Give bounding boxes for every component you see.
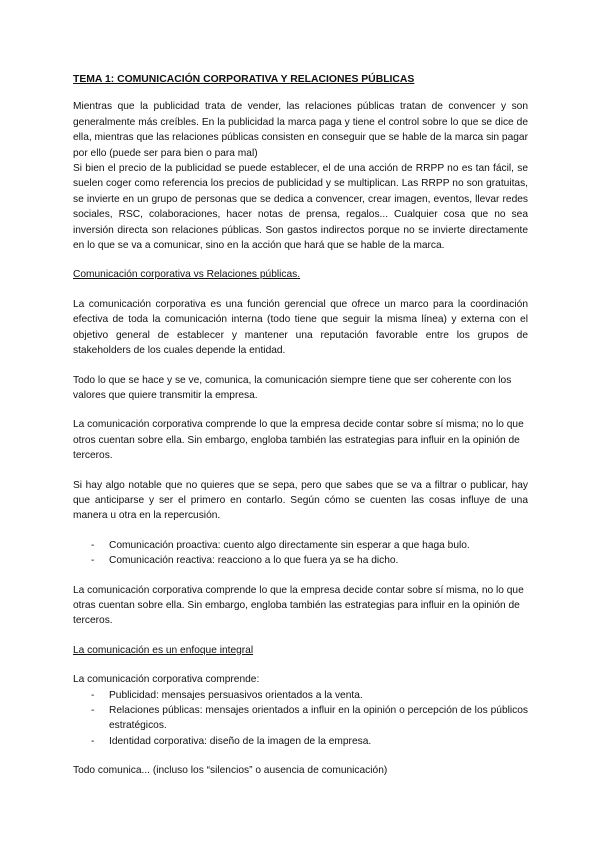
intro-paragraph-1: Mientras que la publicidad trata de vender, las relaciones públicas tratan de convencer y son generalmente más creíbles. En la publicidad la marca paga y tiene el control sobre lo que se dice de ella, mientras que las relaciones públicas consisten en conseguir que se hable de la marca sin pagar por ello (puede ser para bien o para mal) [73,101,528,159]
corporate-communication-list [73,688,528,750]
list-item: - Relaciones públicas: mensajes orientados a influir en la opinión o percepción de los públicos estratégicos. [73,703,528,734]
communication-types-list [73,538,528,569]
spacer [73,524,528,538]
paragraph-lead: La comunicación corporativa comprende: [73,674,260,686]
spacer [73,283,528,297]
spacer [73,359,528,373]
spacer [73,464,528,478]
list-item: - Comunicación reactiva: reacciono a lo que fuera ya se ha dicho. [73,553,528,568]
paragraph-comprende: La comunicación corporativa comprende lo que la empresa decide contar sobre sí misma; no lo que otros cuentan sobre ella. Sin embargo, engloba también las estrategias para influir en la opinión de terceros. [73,419,524,462]
section-heading-corporativa-vs-rrpp: Comunicación corporativa vs Relaciones públicas. [73,269,301,281]
paragraph-anticiparse: Si hay algo notable que no quieres que se sepa, pero que sabes que se va a filtrar o publicar, hay que anticiparse y ser el primero en contarlo. Según cómo se cuenten las cosas influye de una manera u otra en la repercusión. [73,479,528,522]
spacer [73,749,528,763]
spacer [73,629,528,643]
list-item: - Publicidad: mensajes persuasivos orientados a la venta. [73,688,528,703]
spacer [73,658,528,672]
document-body [73,72,528,779]
spacer [73,403,528,417]
list-item: - Identidad corporativa: diseño de la imagen de la empresa. [73,734,528,749]
paragraph-definition: La comunicación corporativa es una función gerencial que ofrece un marco para la coordinación efectiva de toda la comunicación interna (todo tiene que seguir la misma línea) y externa con el objetivo general de establecer y mantener una reputación favorable entre los grupos de stakeholders de los cuales depende la entidad. [73,298,528,357]
paragraph-comprende-repeat: La comunicación corporativa comprende lo que la empresa decide contar sobre sí misma, no lo que otras cuentan sobre ella. Sin embargo, engloba también las estrategias para influir en la opinión de terceros. [73,584,524,627]
list-item: - Comunicación proactiva: cuento algo directamente sin esperar a que haga bulo. [73,538,528,553]
intro-paragraph-2: Si bien el precio de la publicidad se puede establecer, el de una acción de RRPP no es tan fácil, se suelen coger como referencia los precios de publicidad y se multiplican. Las RRPP no son gratuitas, se invierte en un grupo de personas que se dedica a convencer, crear imagen, eventos, llevar redes sociales, RSC, colaboraciones, hacer notas de prensa, regalos... Cualquier cosa que no sea inversión directa son relaciones públicas. Son gastos indirectos porque no se invierte directamente en lo que se va a comunicar, sino en la acción que hará que se hable de la marca. [73,163,528,252]
spacer [73,569,528,583]
section-heading-enfoque-integral: La comunicación es un enfoque integral [73,644,254,656]
page-title: TEMA 1: COMUNICACIÓN CORPORATIVA Y RELACIONES PÚBLICAS [73,74,415,85]
paragraph-closing: Todo comunica... (incluso los “silencios” o ausencia de comunicación) [73,765,388,777]
spacer [73,253,528,267]
paragraph-todo-comunica: Todo lo que se hace y se ve, comunica, la comunicación siempre tiene que ser coherente con los valores que quiere transmitir la empresa. [73,374,512,401]
